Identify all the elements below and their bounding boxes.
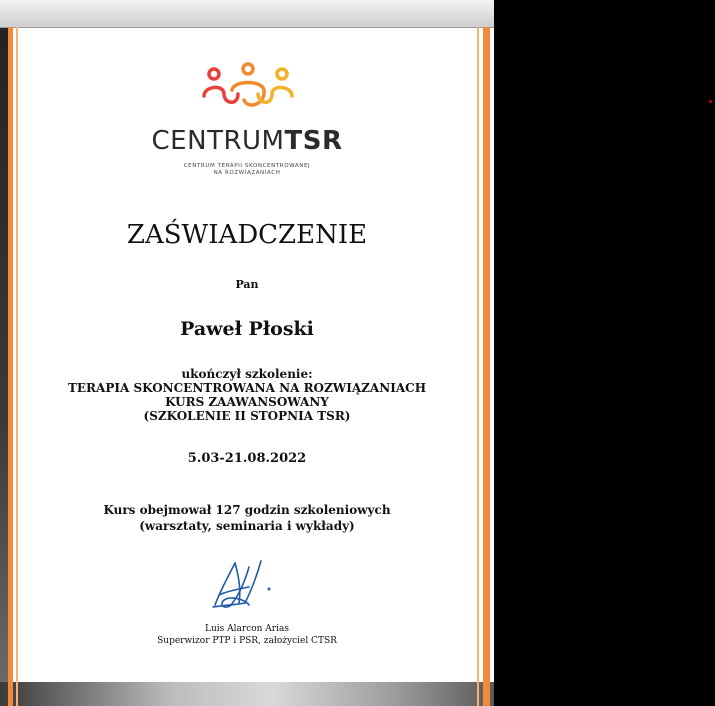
- signature-icon: [205, 555, 295, 615]
- hours-line-2: (warsztaty, seminaria i wykłady): [139, 519, 355, 533]
- logo-head-left: [209, 69, 219, 79]
- course-dates: 5.03-21.08.2022: [187, 451, 307, 466]
- logo-head-right: [277, 69, 287, 79]
- left-edge-strip: [0, 0, 8, 706]
- signer-block: [0, 623, 494, 647]
- course-block: [0, 367, 494, 423]
- signer-name: Luis Alarcon Arias: [205, 624, 289, 634]
- course-name-line-2: KURS ZAAWANSOWANY: [165, 395, 329, 409]
- recipient-name: Paweł Płoski: [180, 318, 314, 340]
- centrum-tsr-logo-icon: [200, 60, 296, 116]
- brand-subtitle: [0, 163, 494, 177]
- brand-name-bold: TSR: [284, 126, 343, 156]
- hours-line-1: Kurs obejmował 127 godzin szkoleniowych: [103, 503, 391, 517]
- red-dot-marker: [709, 100, 712, 103]
- certificate-title: ZAŚWIADCZENIE: [126, 220, 368, 250]
- course-name-line-3: (SZKOLENIE II STOPNIA TSR): [143, 409, 351, 423]
- completed-label: ukończył szkolenie:: [181, 367, 313, 381]
- hours-block: [0, 502, 494, 534]
- brand-subtitle-line-2: NA ROZWIĄZANIACH: [213, 170, 281, 176]
- brand-wordmark: [0, 126, 494, 156]
- signature-dot: [268, 588, 271, 591]
- brand-name-regular: CENTRUM: [151, 126, 285, 156]
- brand-subtitle-line-1: CENTRUM TERAPII SKONCENTROWANEJ: [183, 163, 311, 169]
- viewer-bottom-bar: [0, 682, 494, 706]
- salutation: Pan: [235, 278, 259, 291]
- viewer-top-bar: [0, 0, 494, 28]
- logo-head-middle: [243, 64, 253, 74]
- signer-title: Superwizor PTP i PSR, założyciel CTSR: [157, 636, 337, 646]
- course-name-line-1: TERAPIA SKONCENTROWANA NA ROZWIĄZANIACH: [67, 381, 427, 395]
